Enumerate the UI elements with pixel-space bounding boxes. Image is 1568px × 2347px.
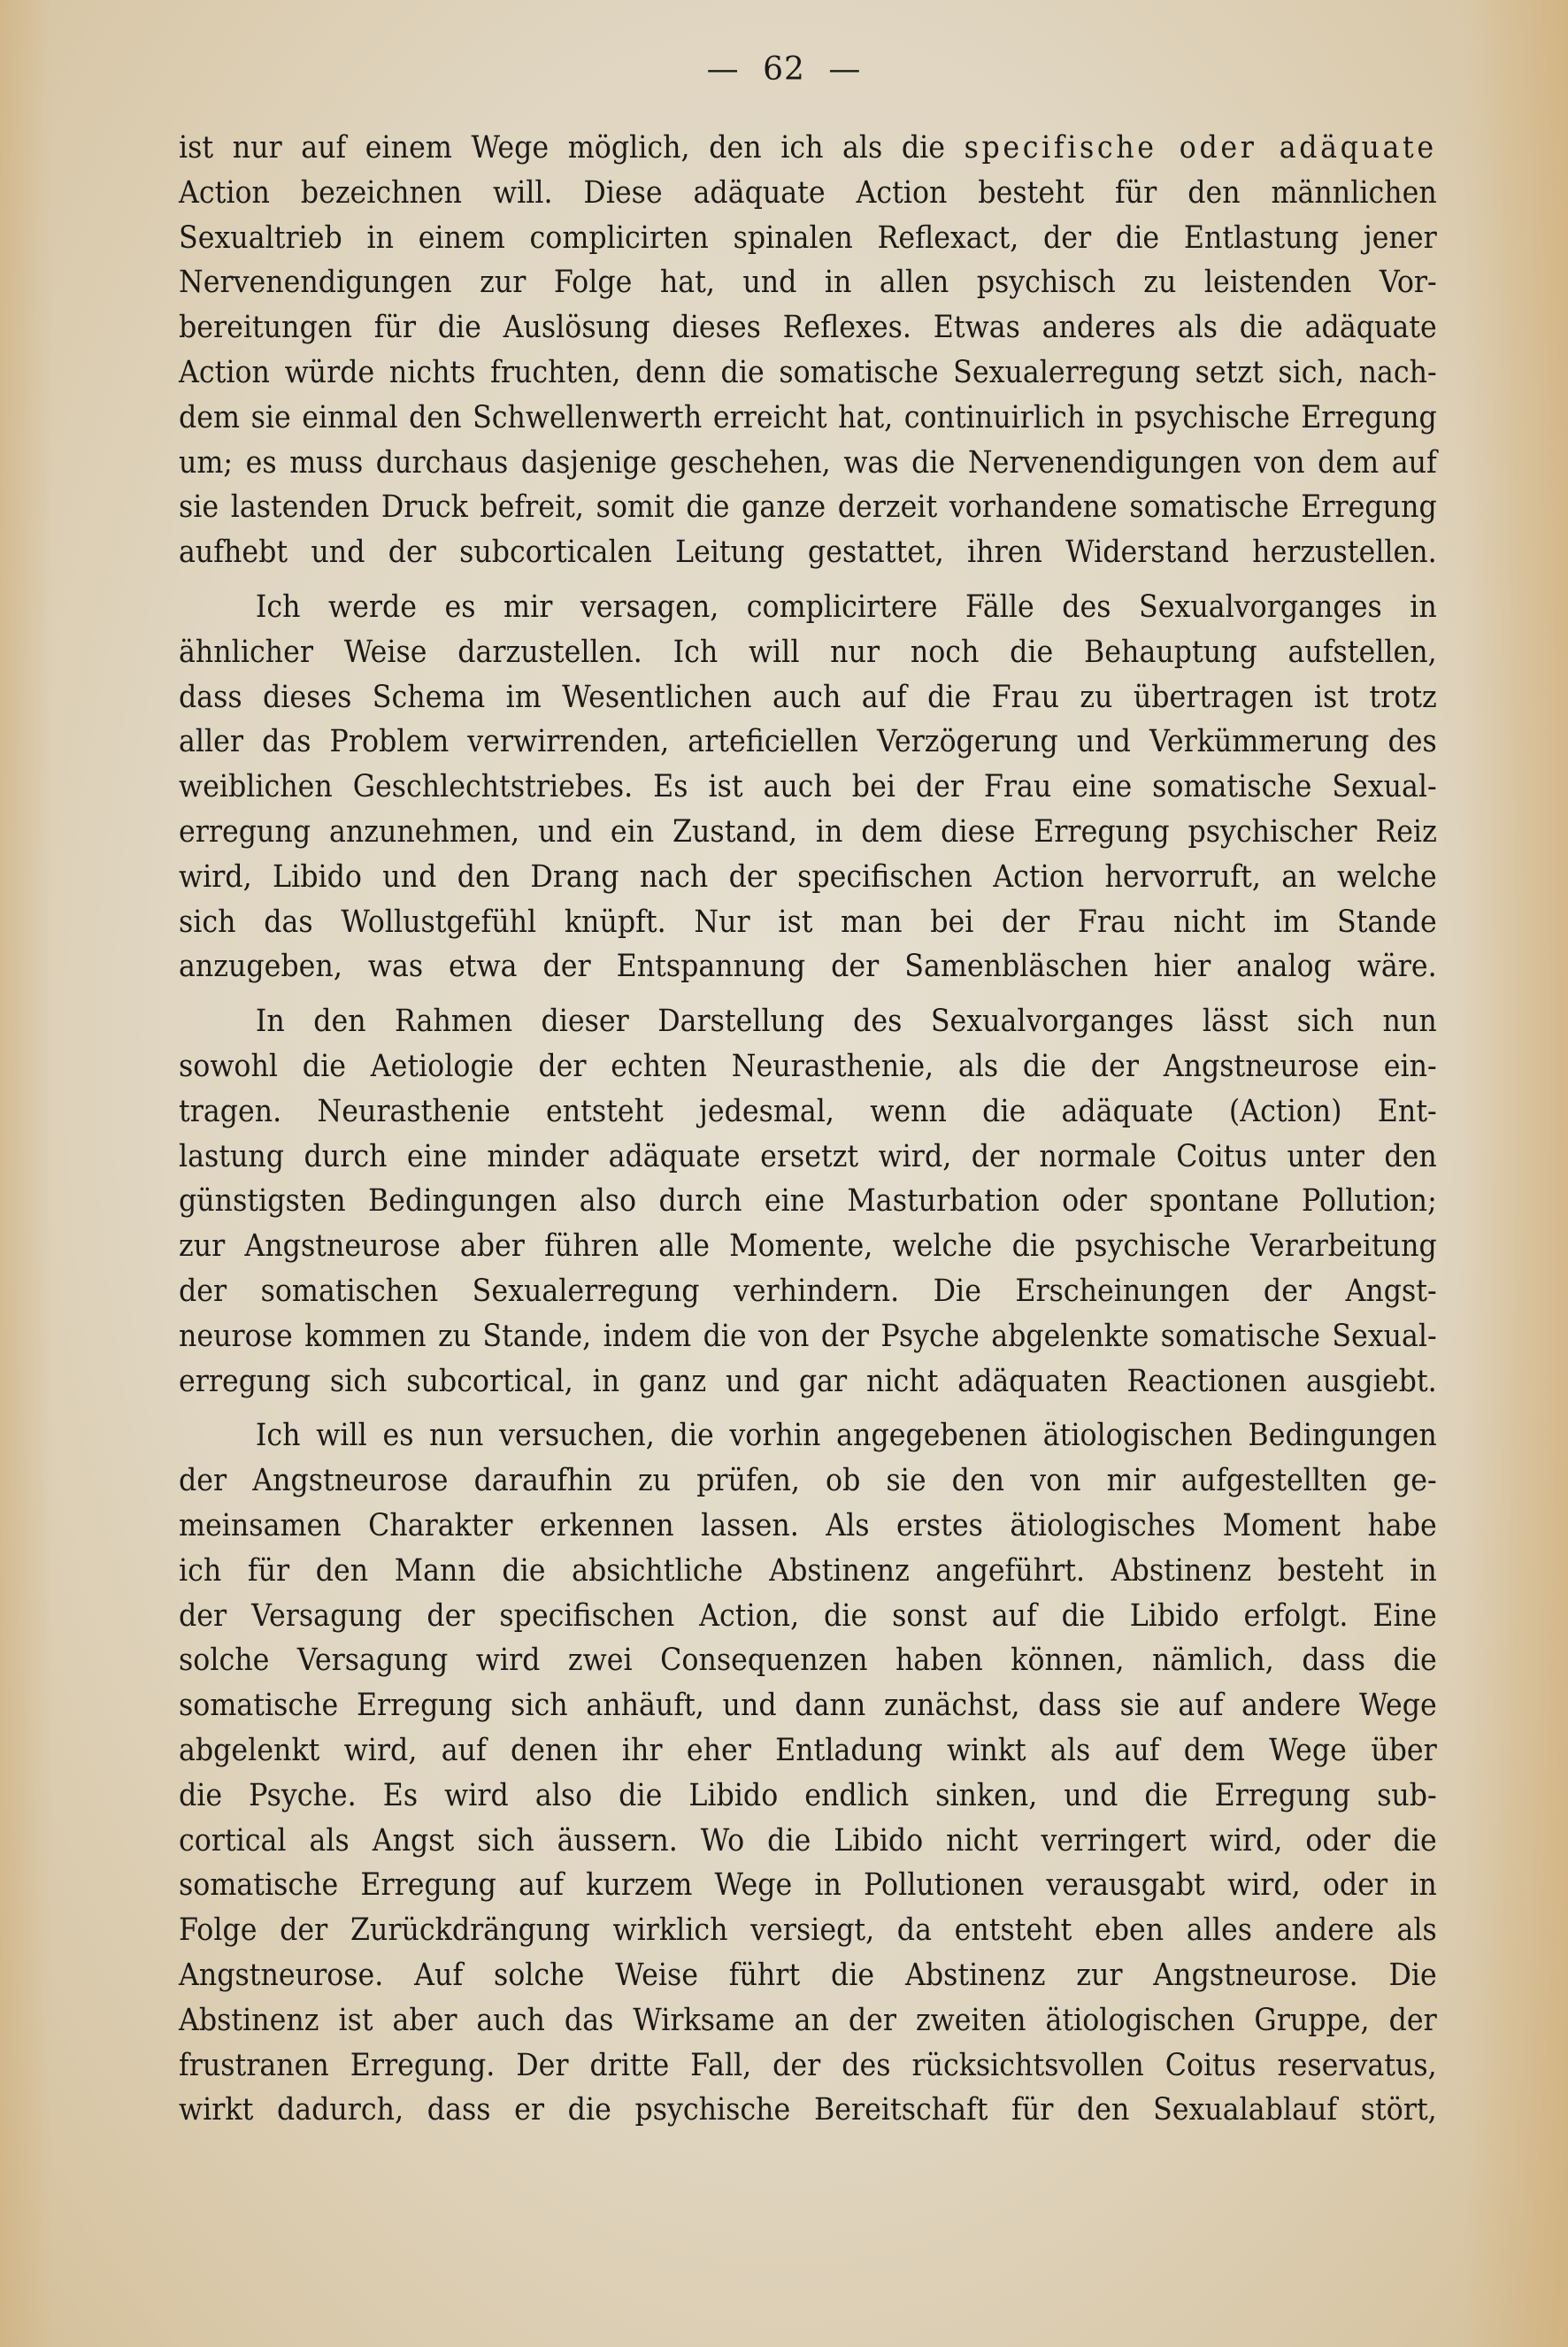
paper-edge-shadow-right: [1462, 0, 1568, 2347]
text-line: cortical als Angst sich äussern. Wo die Libido nicht verringert wird, oder die: [179, 1822, 1437, 1858]
text-line: meinsamen Charakter erkennen lassen. Als erstes ätiologisches Moment habe: [179, 1508, 1437, 1543]
text-line: Sexualtrieb in einem complicirten spinalen Reflexact, der die Entlastung jener: [179, 219, 1437, 256]
text-line: wirkt dadurch, dass er die psychische Bereitschaft für den Sexualablauf stört,: [179, 2092, 1437, 2128]
text-line: lastung durch eine minder adäquate ersetzt wird, der normale Coitus unter den: [179, 1138, 1437, 1174]
text-line: die Psyche. Es wird also die Libido endlich sinken, und die Erregung sub-: [179, 1777, 1437, 1813]
text-line: neurose kommen zu Stande, indem die von der Psyche abgelenkte somatische Sexual-: [179, 1318, 1437, 1354]
text-line: der Angstneurose daraufhin zu prüfen, ob sie den von mir aufgestellten ge-: [179, 1463, 1437, 1499]
text-line: Action würde nichts fruchten, denn die somatische Sexualerregung setzt sich, nach-: [179, 355, 1437, 390]
text-line: der Versagung der specifischen Action, die sonst auf die Libido erfolgt. Eine: [179, 1597, 1437, 1634]
text-line: Angstneurose. Auf solche Weise führt die Abstinenz zur Angstneurose. Die: [179, 1958, 1437, 1993]
text-line: Folge der Zurückdrängung wirklich versiegt, da entsteht eben alles andere als: [179, 1912, 1437, 1949]
text-line: aller das Problem verwirrenden, arteficiellen Verzögerung und Verkümmerung des: [179, 724, 1437, 760]
text-line: wird, Libido und den Drang nach der specifischen Action hervorruft, an welche: [179, 858, 1437, 895]
text-line: ich für den Mann die absichtliche Abstinenz angeführt. Abstinenz besteht in: [179, 1552, 1437, 1589]
text-line: abgelenkt wird, auf denen ihr eher Entladung winkt als auf dem Wege über: [179, 1733, 1437, 1768]
paper-edge-shadow-left: [0, 0, 53, 2347]
text-line: sich das Wollustgefühl knüpft. Nur ist man bei der Frau nicht im Stande: [179, 904, 1437, 940]
text-line: günstigsten Bedingungen also durch eine Masturbation oder spontane Pollution;: [179, 1183, 1437, 1220]
text-line: zur Angstneurose aber führen alle Momente, welche die psychische Verarbeitung: [179, 1228, 1437, 1265]
text-line: Action bezeichnen will. Diese adäquate Action besteht für den männlichen: [179, 174, 1437, 211]
text-line: bereitungen für die Auslösung dieses Reflexes. Etwas anderes als die adäquate: [179, 310, 1437, 346]
text-line: aufhebt und der subcorticalen Leitung gestattet, ihren Widerstand herzustellen.: [179, 535, 1437, 571]
text-line: um; es muss durchaus dasjenige geschehen, was die Nervenendigungen von dem auf: [179, 444, 1437, 481]
text-line: ähnlicher Weise darzustellen. Ich will nur noch die Behauptung aufstellen,: [179, 634, 1437, 670]
text-line: sie lastenden Druck befreit, somit die ganze derzeit vorhandene somatische Erregung: [179, 489, 1437, 526]
text-line: Abstinenz ist aber auch das Wirksame an der zweiten ätiologischen Gruppe, der: [179, 2002, 1437, 2038]
emphasis-spaced: specifische oder adäquate: [964, 130, 1437, 165]
text-line: erregung sich subcortical, in ganz und gar nicht adäquaten Reactionen ausgiebt.: [179, 1363, 1437, 1399]
text-line: ist nur auf einem Wege möglich, den ich als die specifische oder adäquate: [179, 130, 1437, 165]
text-line: In den Rahmen dieser Darstellung des Sexualvorganges lässt sich nun: [255, 1004, 1437, 1040]
text-line: solche Versagung wird zwei Consequenzen haben können, nämlich, dass die: [179, 1643, 1437, 1679]
text-line: Nervenendigungen zur Folge hat, und in allen psychisch zu leistenden Vor-: [179, 265, 1437, 301]
text-line: Ich will es nun versuchen, die vorhin angegebenen ätiologischen Bedingungen: [255, 1418, 1437, 1454]
text-line: tragen. Neurasthenie entsteht jedesmal, wenn die adäquate (Action) Ent-: [179, 1093, 1437, 1129]
text-line: der somatischen Sexualerregung verhindern. Die Erscheinungen der Angst-: [179, 1274, 1437, 1309]
text-line: Ich werde es mir versagen, complicirtere Fälle des Sexualvorganges in: [255, 589, 1437, 625]
text-line: frustranen Erregung. Der dritte Fall, der des rücksichtsvollen Coitus reservatus,: [179, 2047, 1437, 2083]
text-line: somatische Erregung sich anhäuft, und dann zunächst, dass sie auf andere Wege: [179, 1688, 1437, 1724]
text-line: anzugeben, was etwa der Entspannung der Samenbläschen hier analog wäre.: [179, 949, 1437, 985]
text-line: sowohl die Aetiologie der echten Neurasthenie, als die der Angstneurose ein-: [179, 1049, 1437, 1084]
text-line: dem sie einmal den Schwellenwerth erreicht hat, continuirlich in psychische Erregung: [179, 399, 1437, 435]
page-number: — 62 —: [706, 51, 862, 88]
text-line: dass dieses Schema im Wesentlichen auch auf die Frau zu übertragen ist trotz: [179, 679, 1437, 715]
text-line: weiblichen Geschlechtstriebes. Es ist auch bei der Frau eine somatische Sexual-: [179, 769, 1437, 805]
text-line: erregung anzunehmen, und ein Zustand, in dem diese Erregung psychischer Reiz: [179, 814, 1437, 850]
text-line: somatische Erregung auf kurzem Wege in Pollutionen verausgabt wird, oder in: [179, 1867, 1437, 1904]
